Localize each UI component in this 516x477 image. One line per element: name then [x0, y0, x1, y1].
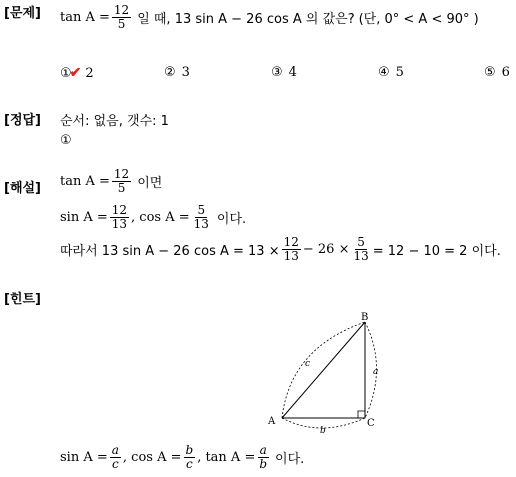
choice-1-value: 2 — [85, 66, 94, 81]
right-angle-mark — [358, 411, 365, 418]
vertex-c-label: C — [367, 418, 375, 429]
explanation-label: [해설] — [4, 181, 41, 196]
choice-1-mark: ① — [60, 66, 72, 81]
vertex-a-label: A — [268, 416, 276, 427]
side-c-line — [282, 322, 365, 418]
choice-1[interactable] — [60, 65, 94, 81]
fraction: $\frac{12}{13}$ — [111, 203, 128, 231]
fraction: $\frac{5}{13}$ — [193, 203, 209, 231]
side-b-label: b — [320, 426, 326, 436]
vertex-b-label: B — [361, 312, 369, 323]
problem-label: [문제] — [4, 6, 41, 21]
side-c-label: c — [305, 359, 311, 369]
explanation-line-1: tan A = $\frac{12}{5}$ 이면 — [60, 167, 163, 195]
fraction: $\frac{a}{b}$ — [259, 443, 268, 471]
fraction: $\frac{12}{13}$ — [283, 235, 299, 263]
answer-label: [정답] — [4, 113, 41, 128]
answer-value: ① — [60, 133, 72, 148]
choice-2[interactable]: ② 3 — [164, 65, 190, 80]
right-triangle-diagram — [260, 308, 400, 438]
hint-label: [힌트] — [4, 292, 41, 307]
choice-5[interactable]: ⑤ 6 — [484, 65, 510, 80]
choice-4[interactable]: ④ 5 — [378, 65, 404, 80]
problem-question: 일 때, 13 sin A − 26 cos A 의 값은? — [137, 12, 355, 27]
choice-3[interactable]: ③ 4 — [271, 65, 297, 80]
problem-lhs: tan A = — [60, 10, 110, 25]
check-mark-icon: ✔ — [69, 65, 82, 81]
problem-condition: (단, 0° < A < 90° ) — [358, 12, 479, 27]
problem-fraction: $\frac{12}{5}$ — [113, 3, 130, 31]
answer-meta: 순서: 없음, 갯수: 1 — [60, 114, 169, 129]
fraction: $\frac{b}{c}$ — [185, 443, 194, 471]
fraction: $\frac{a}{c}$ — [111, 443, 119, 471]
problem-text — [60, 4, 479, 31]
explanation-line-2: sin A = $\frac{12}{13}$ , cos A = $\frac{5}{13}$ 이다. — [60, 203, 247, 231]
fraction: $\frac{12}{5}$ — [113, 167, 130, 195]
hint-formula: sin A = $\frac{a}{c}$ , cos A = $\frac{b}{c}$ , tan A = $\frac{a}{b}$ 이다. — [60, 443, 305, 471]
side-a-label: a — [373, 367, 379, 377]
explanation-line-3: 따라서 13 sin A − 26 cos A = 13 × $\frac{12}{13}$ − 26 × $\frac{5}{13}$ = 12 − 10 = 2 이다. — [60, 235, 501, 263]
fraction: $\frac{5}{13}$ — [353, 235, 369, 263]
